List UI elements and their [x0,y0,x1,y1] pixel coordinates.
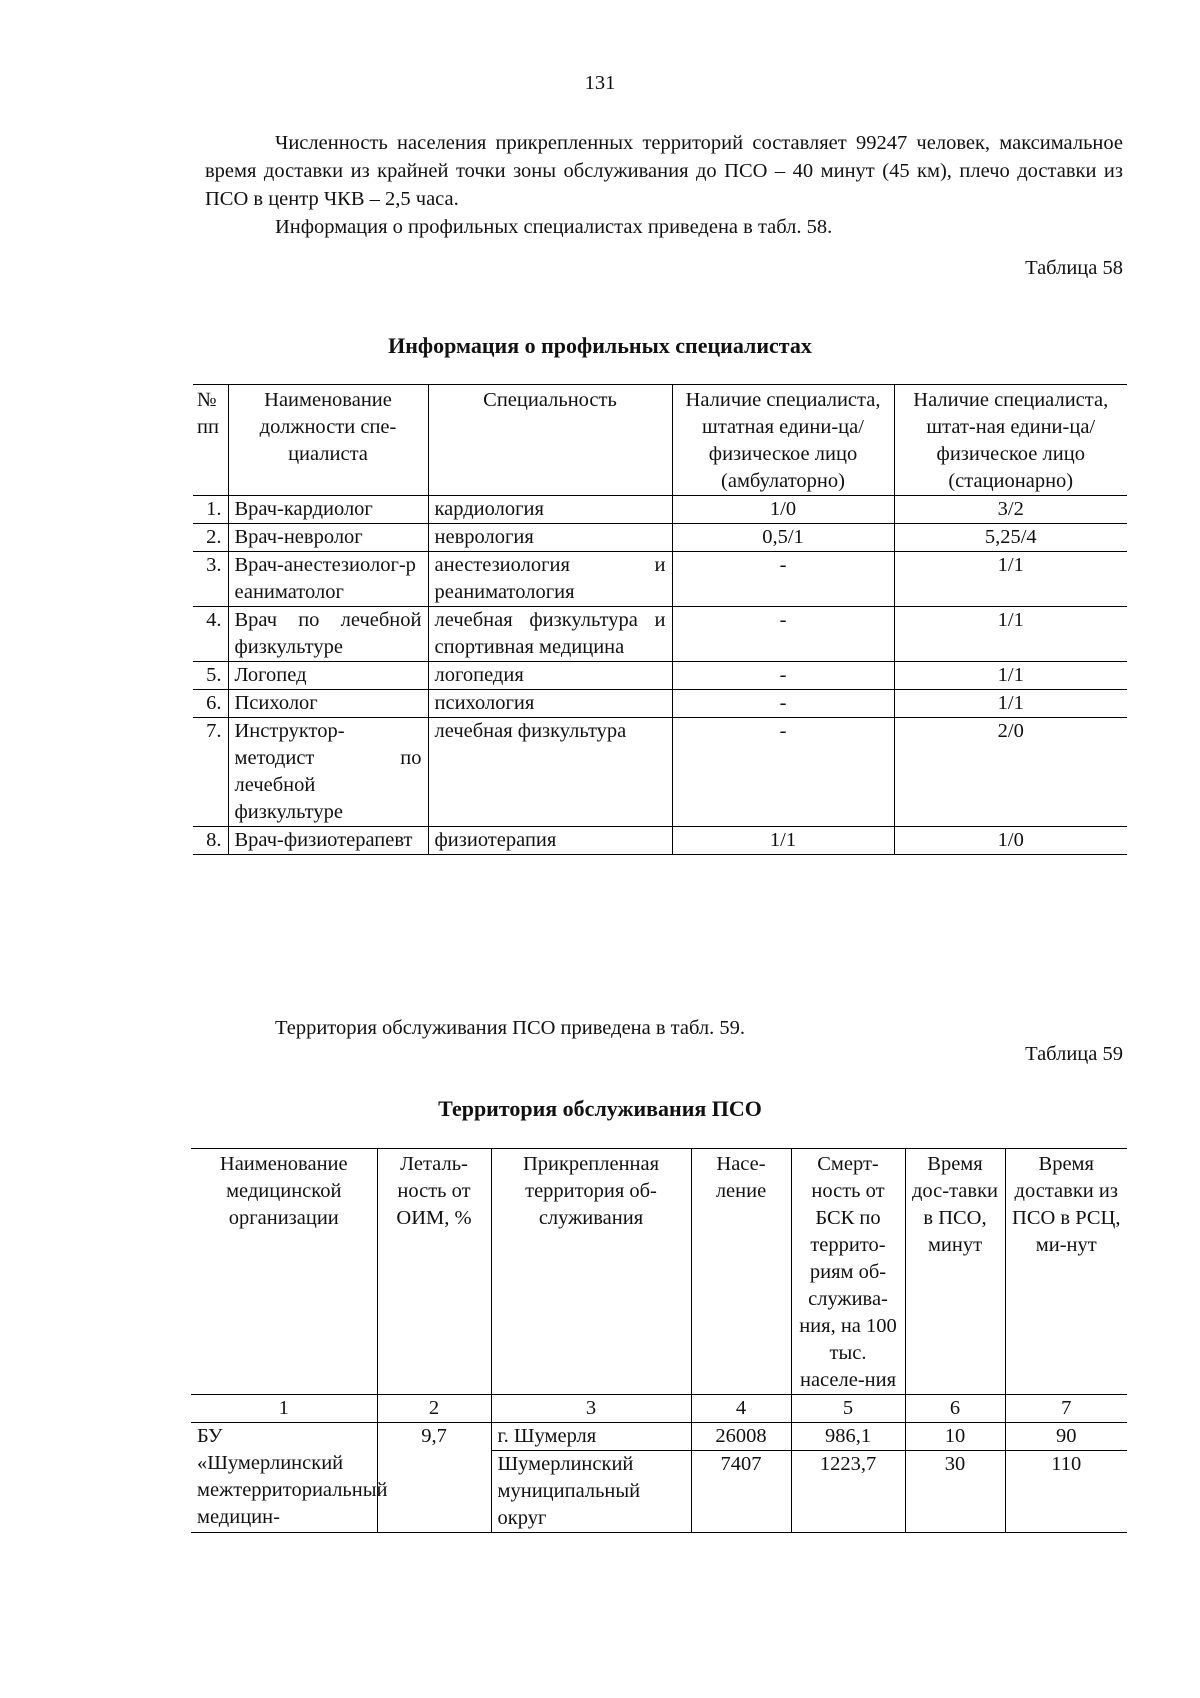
specialists-table [193,384,1127,855]
cell-num: 4. [193,607,228,662]
cell-time-pso: 10 [905,1423,1005,1451]
cell-num: 8. [193,827,228,855]
table-row [191,1423,1127,1451]
column-index: 2 [377,1395,491,1423]
cell-population: 7407 [691,1451,791,1533]
header-outpatient: Наличие специалиста, штатная едини-ца/физическое лицо (амбулаторно) [672,385,894,496]
header-inpatient: Наличие специалиста, штат-ная едини-ца/физическое лицо (стационарно) [894,385,1127,496]
table-row [193,524,1127,552]
intro-text [205,129,1123,241]
table-header-row [191,1149,1127,1395]
cell-specialty: кардиология [428,496,672,524]
cell-inpatient: 3/2 [894,496,1127,524]
cell-position: Психолог [228,690,428,718]
header-time-rsc: Время доставки из ПСО в РСЦ, ми-нут [1005,1149,1127,1395]
cell-position: Врач-анестезиолог-реаниматолог [228,552,428,607]
cell-inpatient: 1/0 [894,827,1127,855]
cell-specialty: психология [428,690,672,718]
cell-position: Логопед [228,662,428,690]
cell-specialty: лечебная физкультура и спортивная медицина [428,607,672,662]
column-index: 7 [1005,1395,1127,1423]
cell-territory: г. Шумерля [491,1423,691,1451]
header-specialty: Специальность [428,385,672,496]
cell-inpatient: 5,25/4 [894,524,1127,552]
cell-num: 2. [193,524,228,552]
cell-org-name: БУ «Шумерлинский межтерриториальный медицин- [191,1423,377,1533]
table-58-title: Информация о профильных специалистах [388,333,812,358]
header-org: Наименование медицинской организации [191,1149,377,1395]
intro-paragraph-1: Численность населения прикрепленных территорий составляет 99247 человек, максимальное время доставки из крайней точки зоны обслуживания до ПСО – 40 минут (45 км), плечо доставки из ПСО в центр ЧКВ – 2,5 часа. [205,132,1123,210]
table-59-caption: Таблица 59 [1025,1043,1123,1065]
cell-time-rsc: 90 [1005,1423,1127,1451]
cell-num: 3. [193,552,228,607]
cell-specialty: анестезиология и реаниматология [428,552,672,607]
cell-outpatient: 1/1 [672,827,894,855]
column-index: 5 [791,1395,905,1423]
table-header-row [193,385,1127,496]
column-index: 1 [191,1395,377,1423]
page-number: 131 [584,72,616,94]
cell-outpatient: 1/0 [672,496,894,524]
table-row [193,718,1127,827]
cell-outpatient: - [672,607,894,662]
cell-lethality: 9,7 [377,1423,491,1533]
cell-territory: Шумерлинский муниципальный округ [491,1451,691,1533]
cell-outpatient: - [672,718,894,827]
table-row [193,496,1127,524]
cell-specialty: логопедия [428,662,672,690]
cell-mortality: 986,1 [791,1423,905,1451]
table-row [193,607,1127,662]
cell-num: 7. [193,718,228,827]
header-num: № пп [193,385,228,496]
cell-num: 1. [193,496,228,524]
territory-table [191,1148,1127,1533]
cell-population: 26008 [691,1423,791,1451]
cell-position: Врач-кардиолог [228,496,428,524]
cell-mortality: 1223,7 [791,1451,905,1533]
cell-position: Врач-физиотерапевт [228,827,428,855]
cell-inpatient: 1/1 [894,552,1127,607]
cell-outpatient: - [672,552,894,607]
cell-inpatient: 2/0 [894,718,1127,827]
table-59-title: Территория обслуживания ПСО [438,1096,762,1121]
cell-outpatient: 0,5/1 [672,524,894,552]
cell-specialty: неврология [428,524,672,552]
cell-time-pso: 30 [905,1451,1005,1533]
column-index: 4 [691,1395,791,1423]
header-population: Насе-ление [691,1149,791,1395]
table-row [193,690,1127,718]
header-position: Наименование должности спе-циалиста [228,385,428,496]
cell-num: 5. [193,662,228,690]
column-index: 3 [491,1395,691,1423]
header-mortality: Смерт-ность от БСК по террито-риям об-служива-ния, на 100 тыс. населе-ния [791,1149,905,1395]
table-row [193,662,1127,690]
cell-outpatient: - [672,690,894,718]
table-59-lead-text: Территория обслуживания ПСО приведена в табл. 59. [275,1017,745,1039]
column-index-row [191,1395,1127,1423]
cell-position: Инструктор-методист по лечебной физкультуре [228,718,428,827]
cell-position: Врач по лечебной физкультуре [228,607,428,662]
cell-inpatient: 1/1 [894,662,1127,690]
cell-outpatient: - [672,662,894,690]
intro-paragraph-2: Информация о профильных специалистах приведена в табл. 58. [275,216,833,238]
cell-specialty: лечебная физкультура [428,718,672,827]
table-row [193,552,1127,607]
cell-inpatient: 1/1 [894,690,1127,718]
cell-num: 6. [193,690,228,718]
cell-time-rsc: 110 [1051,1453,1082,1475]
header-lethality: Леталь-ность от ОИМ, % [377,1149,491,1395]
cell-specialty: физиотерапия [428,827,672,855]
column-index: 6 [905,1395,1005,1423]
table-row [193,827,1127,855]
header-time-pso: Время дос-тавки в ПСО, минут [905,1149,1005,1395]
header-territory: Прикрепленная территория об-служивания [491,1149,691,1395]
cell-inpatient: 1/1 [894,607,1127,662]
cell-position: Врач-невролог [228,524,428,552]
table-58-caption: Таблица 58 [1025,257,1123,279]
